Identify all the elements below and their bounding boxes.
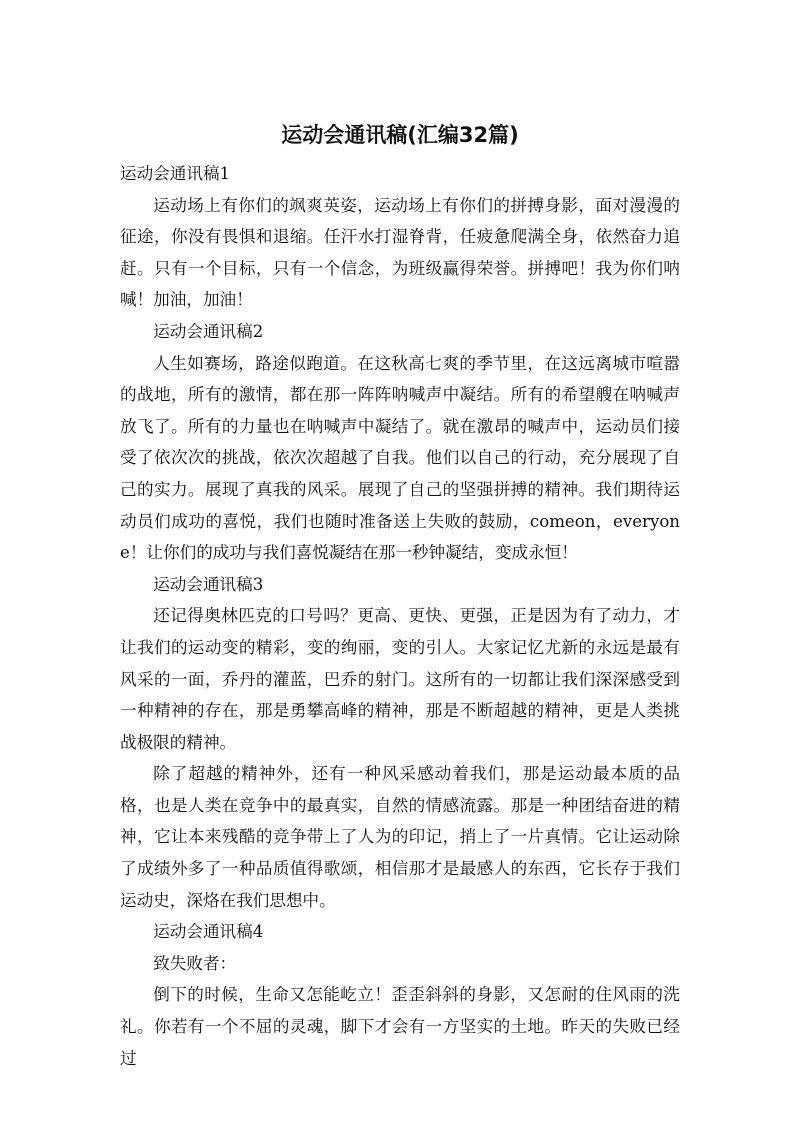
section-2-paragraph-1: 人生如赛场，路途似跑道。在这秋高七爽的季节里，在这远离城市喧嚣的战地，所有的激情，都在那一阵阵呐喊声中凝结。所有的希望艘在呐喊声放飞了。所有的力量也在呐喊声中凝结了。就在激昂的喊声中，运动员们接受了依次次的挑战，依次次超越了自我。他们以自己的行动，充分展现了自己的实力。展现了真我的风采。展现了自己的坚强拼搏的精神。我们期待运动员们成功的喜悦，我们也随时准备送上失败的鼓励，comeon，everyone！让你们的成功与我们喜悦凝结在那一秒钟凝结，变成永恒！ [120,353,680,563]
document-title: 运动会通讯稿(汇编32篇) [281,123,519,147]
section-4-paragraph-2: 倒下的时候，生命又怎能屹立！歪歪斜斜的身影，又怎耐的住风雨的洗礼。你若有一个不屈的灵魂，脚下才会有一方坚实的土地。昨天的失败已经过 [120,985,680,1068]
section-heading-3: 运动会通讯稿3 [153,574,264,594]
section-1-paragraph-1: 运动场上有你们的飒爽英姿，运动场上有你们的拼搏身影，面对漫漫的征途，你没有畏惧和退缩。任汗水打湿脊背，任疲惫爬满全身，依然奋力追赶。只有一个目标，只有一个信念，为班级赢得荣誉。拼搏吧！我为你们呐喊！加油，加油！ [120,195,680,310]
document-body [120,158,680,1074]
section-4-paragraph-1: 致失败者： [153,953,237,973]
section-3-paragraph-1: 还记得奥林匹克的口号吗？更高、更快、更强，正是因为有了动力，才让我们的运动变的精彩，变的绚丽，变的引人。大家记忆尤新的永远是最有风采的一面，乔丹的灌蓝，巴乔的射门。这所有的一切都让我们深深感受到一种精神的存在，那是勇攀高峰的精神，那是不断超越的精神，更是人类挑战极限的精神。 [120,606,680,752]
section-3-paragraph-2: 除了超越的精神外，还有一种风采感动着我们，那是运动最本质的品格，也是人类在竞争中的最真实，自然的情感流露。那是一种团结奋进的精神，它让本来残酷的竞争带上了人为的印记，捎上了一片真情。它让运动除了成绩外多了一种品质值得歌颂，相信那才是最感人的东西，它长存于我们运动史，深烙在我们思想中。 [120,764,680,910]
section-heading-4: 运动会通讯稿4 [153,922,264,942]
section-heading-2: 运动会通讯稿2 [153,321,264,341]
section-heading-1: 运动会通讯稿1 [120,164,231,183]
